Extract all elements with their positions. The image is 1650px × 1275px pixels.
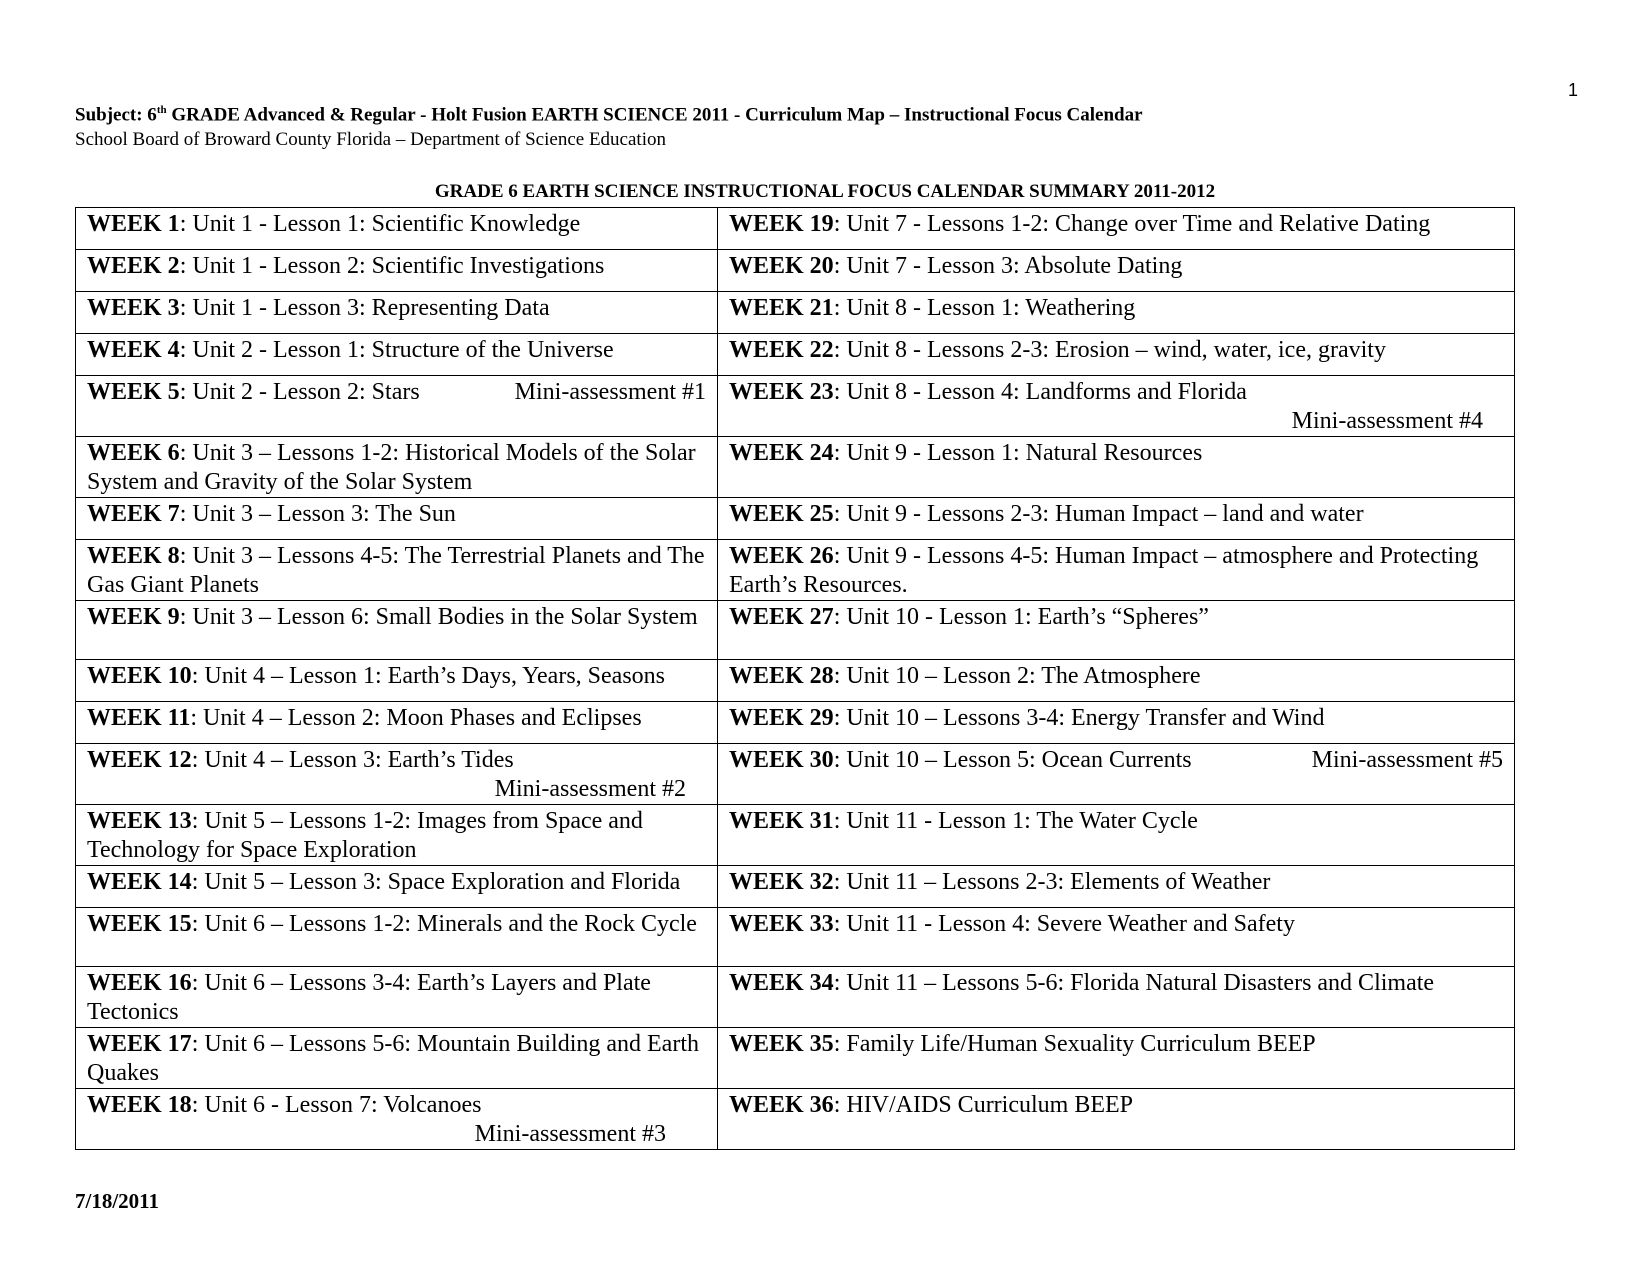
calendar-table: [75, 207, 1515, 1150]
week-cell: [76, 292, 718, 334]
week-cell: [718, 601, 1515, 660]
week-label: WEEK 3: [87, 295, 180, 321]
week-cell: [718, 250, 1515, 292]
table-row: [76, 702, 1515, 744]
week-cell: [718, 498, 1515, 540]
week-topic: : Unit 11 - Lesson 4: Severe Weather and Safety: [833, 911, 1295, 937]
week-label: WEEK 31: [729, 808, 834, 834]
week-label: WEEK 32: [729, 869, 834, 895]
week-cell: [718, 805, 1515, 866]
subject-prefix: Subject: 6: [75, 104, 157, 126]
week-cell: [76, 334, 718, 376]
week-label: WEEK 1: [87, 211, 180, 237]
week-label: WEEK 24: [729, 440, 834, 466]
subject-line: [75, 104, 1143, 126]
week-label: WEEK 10: [87, 663, 192, 689]
week-label: WEEK 22: [729, 337, 834, 363]
week-topic: : Unit 11 – Lessons 2-3: Elements of Weather: [833, 869, 1271, 895]
week-topic: : Unit 4 – Lesson 1: Earth’s Days, Years, Seasons: [191, 663, 665, 689]
mini-assessment-label: Mini-assessment #3: [474, 1121, 666, 1147]
mini-assessment-label: Mini-assessment #2: [494, 776, 686, 802]
week-cell: [76, 208, 718, 250]
week-topic: : Unit 3 – Lessons 4-5: The Terrestrial Planets and The Gas Giant Planets: [87, 543, 705, 598]
week-cell: [718, 660, 1515, 702]
table-row: [76, 967, 1515, 1028]
week-topic: : Unit 1 - Lesson 2: Scientific Investigations: [179, 253, 605, 279]
table-row: [76, 292, 1515, 334]
week-topic: : Unit 5 – Lesson 3: Space Exploration and Florida: [191, 869, 681, 895]
week-cell: [718, 866, 1515, 908]
table-row: [76, 334, 1515, 376]
week-cell: [718, 376, 1515, 437]
week-label: WEEK 20: [729, 253, 834, 279]
week-label: WEEK 4: [87, 337, 180, 363]
week-label: WEEK 29: [729, 705, 834, 731]
week-topic: : Unit 10 – Lesson 2: The Atmosphere: [833, 663, 1201, 689]
week-label: WEEK 6: [87, 440, 180, 466]
table-row: [76, 208, 1515, 250]
week-label: WEEK 16: [87, 970, 192, 996]
week-label: WEEK 30: [729, 747, 834, 773]
week-topic: : Unit 4 – Lesson 2: Moon Phases and Eclipses: [190, 705, 642, 731]
week-cell: [76, 498, 718, 540]
table-row: [76, 908, 1515, 967]
table-row: [76, 805, 1515, 866]
week-cell: [718, 1089, 1515, 1150]
week-topic: : Unit 1 - Lesson 1: Scientific Knowledge: [179, 211, 581, 237]
week-topic: : Unit 2 - Lesson 2: Stars: [179, 379, 420, 405]
week-topic: : Unit 2 - Lesson 1: Structure of the Universe: [179, 337, 614, 363]
table-row: [76, 1028, 1515, 1089]
week-cell: [718, 744, 1515, 805]
week-label: WEEK 13: [87, 808, 192, 834]
week-label: WEEK 18: [87, 1092, 192, 1118]
footer-date: 7/18/2011: [75, 1189, 160, 1213]
week-cell: [76, 1028, 718, 1089]
table-row: [76, 540, 1515, 601]
table-row: [76, 1089, 1515, 1150]
week-cell: [76, 660, 718, 702]
week-label: WEEK 12: [87, 747, 192, 773]
mini-assessment-label: Mini-assessment #1: [514, 379, 706, 405]
page-number: 1: [1568, 80, 1579, 100]
week-cell: [76, 250, 718, 292]
organization-line: School Board of Broward County Florida – Department of Science Education: [75, 129, 666, 150]
table-row: [76, 660, 1515, 702]
summary-title: GRADE 6 EARTH SCIENCE INSTRUCTIONAL FOCUS CALENDAR SUMMARY 2011-2012: [434, 181, 1216, 202]
week-label: WEEK 34: [729, 970, 834, 996]
week-topic: : Unit 9 - Lessons 4-5: Human Impact – atmosphere and Protecting Earth’s Resources.: [729, 543, 1479, 598]
week-cell: [76, 908, 718, 967]
week-cell: [76, 437, 718, 498]
week-label: WEEK 2: [87, 253, 180, 279]
week-cell: [718, 208, 1515, 250]
week-label: WEEK 19: [729, 211, 834, 237]
week-topic: : Unit 6 – Lessons 3-4: Earth’s Layers and Plate Tectonics: [87, 970, 651, 1025]
week-cell: [718, 908, 1515, 967]
week-label: WEEK 25: [729, 501, 834, 527]
week-topic: : Unit 3 – Lesson 6: Small Bodies in the Solar System: [179, 604, 698, 630]
week-topic: : Unit 11 - Lesson 1: The Water Cycle: [833, 808, 1198, 834]
week-cell: [76, 744, 718, 805]
week-cell: [76, 866, 718, 908]
week-topic: : Unit 3 – Lessons 1-2: Historical Models of the Solar System and Gravity of the Solar System: [87, 440, 696, 495]
week-topic: : Unit 5 – Lessons 1-2: Images from Space and Technology for Space Exploration: [87, 808, 643, 863]
week-cell: [718, 967, 1515, 1028]
week-topic: : Unit 11 – Lessons 5-6: Florida Natural Disasters and Climate: [833, 970, 1435, 996]
week-topic: : Unit 7 - Lesson 3: Absolute Dating: [833, 253, 1183, 279]
week-cell: [76, 805, 718, 866]
week-topic: : HIV/AIDS Curriculum BEEP: [833, 1092, 1134, 1118]
week-cell: [76, 1089, 718, 1150]
week-label: WEEK 26: [729, 543, 834, 569]
week-cell: [718, 702, 1515, 744]
week-cell: [76, 702, 718, 744]
week-topic: : Unit 1 - Lesson 3: Representing Data: [179, 295, 550, 321]
week-label: WEEK 9: [87, 604, 180, 630]
mini-assessment-label: Mini-assessment #5: [1311, 747, 1503, 773]
week-topic: : Unit 8 - Lessons 2-3: Erosion – wind, water, ice, gravity: [833, 337, 1386, 363]
week-cell: [76, 376, 718, 437]
week-label: WEEK 7: [87, 501, 180, 527]
week-cell: [718, 1028, 1515, 1089]
week-topic: : Unit 9 - Lessons 2-3: Human Impact – land and water: [833, 501, 1364, 527]
week-cell: [718, 540, 1515, 601]
week-label: WEEK 35: [729, 1031, 834, 1057]
table-row: [76, 601, 1515, 660]
week-topic: : Unit 3 – Lesson 3: The Sun: [179, 501, 456, 527]
week-label: WEEK 17: [87, 1031, 192, 1057]
week-topic: : Unit 4 – Lesson 3: Earth’s Tides: [191, 747, 514, 773]
week-cell: [718, 437, 1515, 498]
week-topic: : Unit 6 - Lesson 7: Volcanoes: [191, 1092, 482, 1118]
week-topic: : Unit 6 – Lessons 5-6: Mountain Building and Earth Quakes: [87, 1031, 699, 1086]
week-label: WEEK 21: [729, 295, 834, 321]
week-label: WEEK 27: [729, 604, 834, 630]
table-row: [76, 866, 1515, 908]
week-topic: : Unit 6 – Lessons 1-2: Minerals and the Rock Cycle: [191, 911, 697, 937]
week-label: WEEK 36: [729, 1092, 834, 1118]
week-label: WEEK 15: [87, 911, 192, 937]
subject-rest: GRADE Advanced & Regular - Holt Fusion EARTH SCIENCE 2011 - Curriculum Map – Instructional Focus Calendar: [166, 104, 1143, 126]
table-row: [76, 437, 1515, 498]
week-topic: : Unit 10 – Lesson 5: Ocean Currents: [833, 747, 1192, 773]
table-row: [76, 376, 1515, 437]
week-topic: : Unit 8 - Lesson 4: Landforms and Florida: [833, 379, 1247, 405]
mini-assessment-label: Mini-assessment #4: [1291, 408, 1483, 434]
week-label: WEEK 28: [729, 663, 834, 689]
week-topic: : Unit 10 – Lessons 3-4: Energy Transfer and Wind: [833, 705, 1325, 731]
week-cell: [718, 292, 1515, 334]
table-row: [76, 250, 1515, 292]
week-label: WEEK 33: [729, 911, 834, 937]
week-cell: [76, 540, 718, 601]
week-topic: : Unit 9 - Lesson 1: Natural Resources: [833, 440, 1203, 466]
table-row: [76, 498, 1515, 540]
table-row: [76, 744, 1515, 805]
week-label: WEEK 14: [87, 869, 192, 895]
week-cell: [718, 334, 1515, 376]
week-topic: : Unit 10 - Lesson 1: Earth’s “Spheres”: [833, 604, 1209, 630]
week-cell: [76, 601, 718, 660]
subject-superscript: th: [156, 104, 167, 116]
week-topic: : Family Life/Human Sexuality Curriculum BEEP: [833, 1031, 1316, 1057]
week-label: WEEK 23: [729, 379, 834, 405]
week-label: WEEK 11: [87, 705, 191, 731]
week-label: WEEK 5: [87, 379, 180, 405]
week-topic: : Unit 8 - Lesson 1: Weathering: [833, 295, 1136, 321]
week-topic: : Unit 7 - Lessons 1-2: Change over Time and Relative Dating: [833, 211, 1431, 237]
week-label: WEEK 8: [87, 543, 180, 569]
week-cell: [76, 967, 718, 1028]
